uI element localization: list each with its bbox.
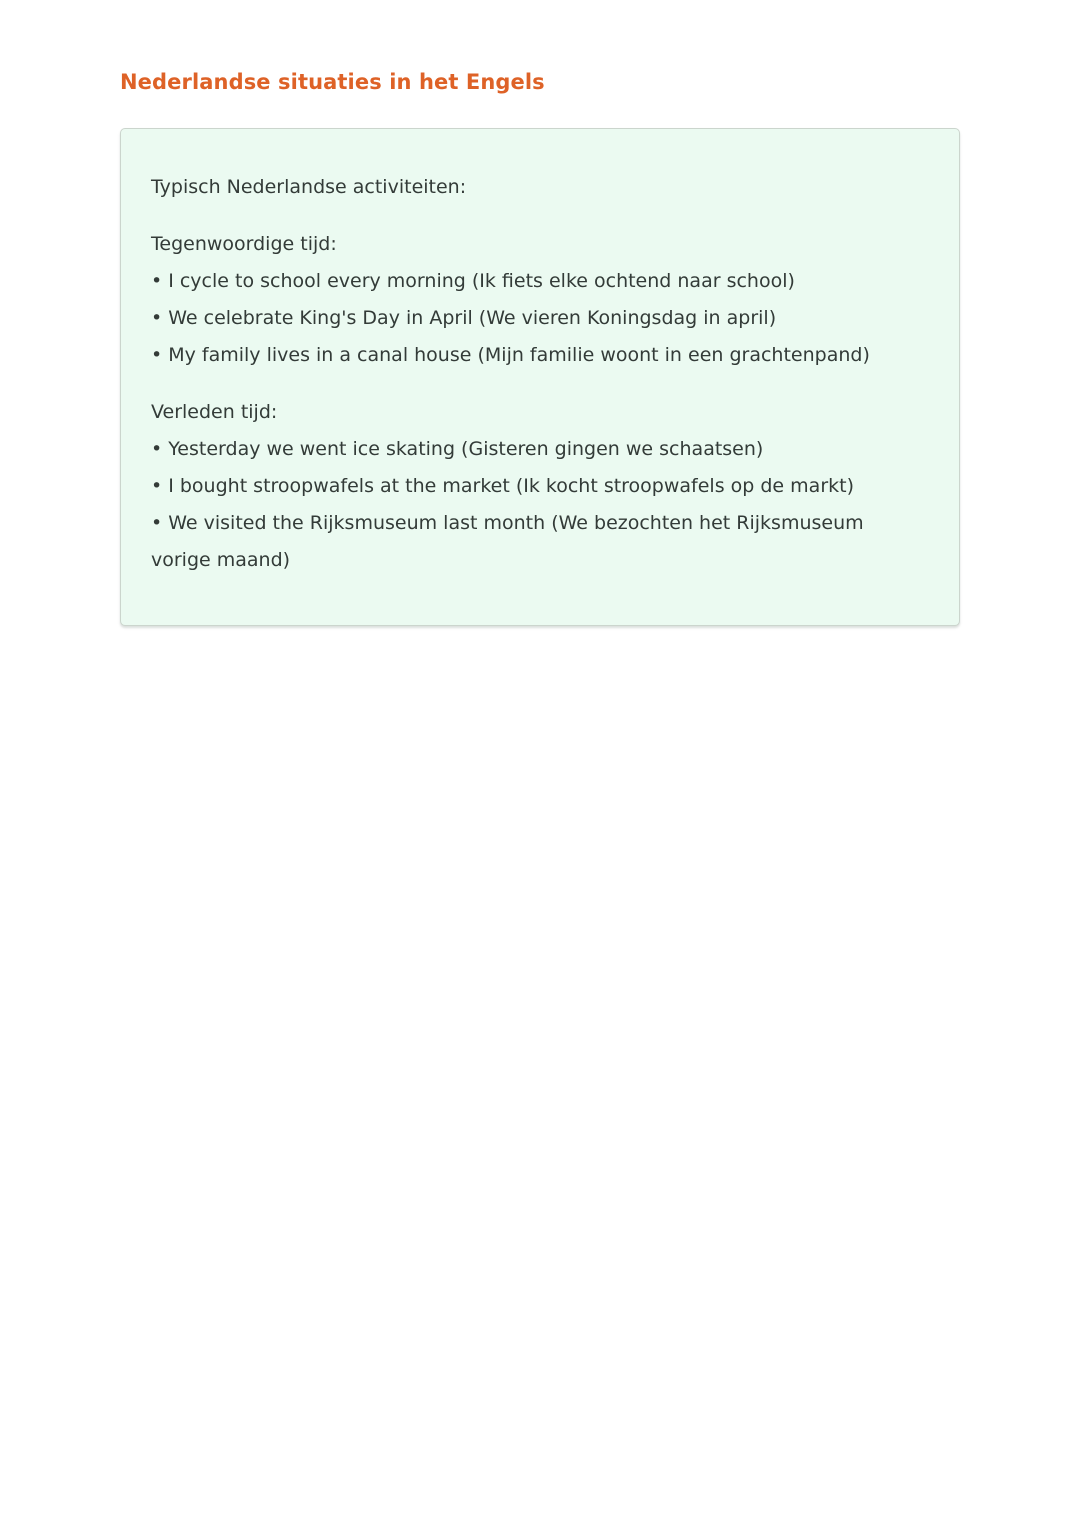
bullet-glyph: • <box>151 344 163 366</box>
page-title: Nederlandse situaties in het Engels <box>120 70 545 94</box>
card-intro-text: Typisch Nederlandse activiteiten: <box>151 176 467 198</box>
section-present-tense <box>151 226 929 374</box>
list-item <box>151 300 929 337</box>
bullet-glyph: • <box>151 270 163 292</box>
list-item-text: I bought stroopwafels at the market (Ik kocht stroopwafels op de markt) <box>168 475 854 497</box>
content-card <box>120 128 960 626</box>
section-heading: Tegenwoordige tijd: <box>151 233 337 255</box>
list-item-text: My family lives in a canal house (Mijn familie woont in een grachtenpand) <box>168 344 870 366</box>
document-page <box>0 0 1080 626</box>
list-item-text: We celebrate King's Day in April (We vieren Koningsdag in april) <box>168 307 777 329</box>
list-item-text: We visited the Rijksmuseum last month (We bezochten het Rijksmuseum vorige maand) <box>151 512 864 571</box>
list-item <box>151 263 929 300</box>
list-item <box>151 505 929 579</box>
bullet-glyph: • <box>151 475 163 497</box>
list-item-text: I cycle to school every morning (Ik fiets elke ochtend naar school) <box>168 270 795 292</box>
list-item <box>151 431 929 468</box>
list-item <box>151 337 929 374</box>
list-item <box>151 468 929 505</box>
list-item-text: Yesterday we went ice skating (Gisteren gingen we schaatsen) <box>168 438 764 460</box>
bullet-glyph: • <box>151 512 163 534</box>
bullet-glyph: • <box>151 307 163 329</box>
section-heading: Verleden tijd: <box>151 401 278 423</box>
section-past-tense <box>151 394 929 579</box>
bullet-glyph: • <box>151 438 163 460</box>
